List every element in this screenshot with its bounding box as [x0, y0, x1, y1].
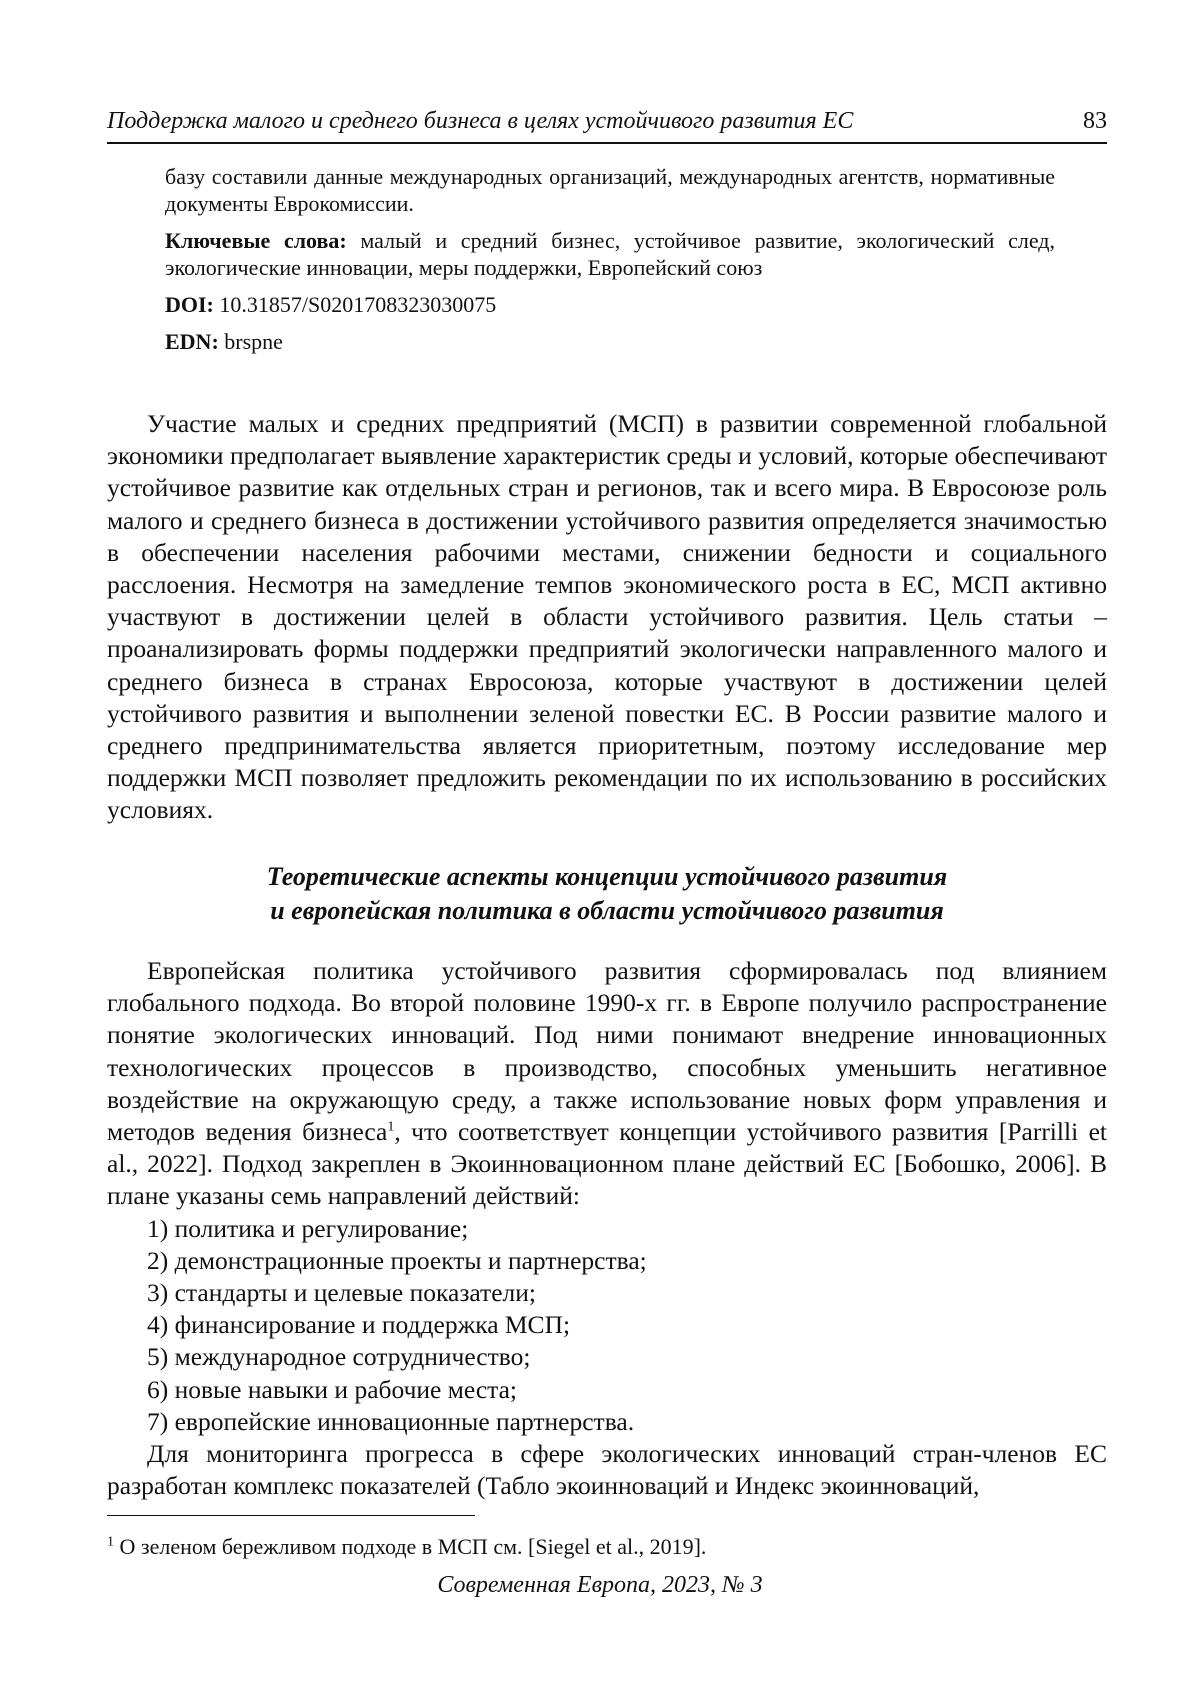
- theory-paragraph-part-1: Европейская политика устойчивого развития сформировалась под влиянием глобального подхода. Во второй половине 1990-х гг. в Европе получило распространение понятие экологических инноваций. Под ними понимают внедрение инновационных технологических процессов в производство, способных уменьшить негативное воздействие на окружающую среду, а также использование новых форм управления и методов ведения бизнеса: [107, 956, 1107, 1147]
- list-item: 4) финансирование и поддержка МСП;: [147, 1310, 571, 1340]
- monitoring-paragraph: Для мониторинга прогресса в сфере экологических инноваций стран-членов ЕС разработан комплекс показателей (Табло экоинноваций и Индекс экоинноваций,: [107, 1439, 1107, 1501]
- edn-label: EDN:: [165, 329, 219, 354]
- keywords-label: Ключевые слова:: [165, 228, 347, 253]
- footnote-divider: [107, 1515, 475, 1516]
- intro-section: [107, 408, 1107, 827]
- intro-paragraph: Участие малых и средних предприятий (МСП) в развитии современной глобальной экономики предполагает выявление характеристик среды и условий, которые обеспечивают устойчивое развитие как отдельных стран и регионов, так и всего мира. В Евросоюзе роль малого и среднего бизнеса в достижении устойчивого развития определяется значимостью в обеспечении населения рабочими местами, снижении бедности и социального расслоения. Несмотря на замедление темпов экономического роста в ЕС, МСП активно участвуют в достижении целей в области устойчивого развития. Цель статьи – проанализировать формы поддержки предприятий экологически направленного малого и среднего бизнеса в странах Евросоюза, которые участвуют в достижении целей устойчивого развития и выполнении зеленой повестки ЕС. В России развитие малого и среднего предпринимательства является приоритетным, поэтому исследование мер поддержки МСП позволяет предложить рекомендации по их использованию в российских условиях.: [107, 409, 1107, 825]
- doi-label: DOI:: [165, 292, 214, 317]
- action-list: [107, 1213, 1107, 1438]
- running-title: Поддержка малого и среднего бизнеса в целях устойчивого развития ЕС: [107, 108, 854, 134]
- list-item: 5) международное сотрудничество;: [147, 1342, 531, 1372]
- section-heading-line-2: и европейская политика в области устойчивого развития: [270, 896, 944, 925]
- edn: [165, 328, 1055, 355]
- theory-section: [107, 955, 1107, 1502]
- journal-footer: Современная Европа, 2023, № 3: [437, 1572, 763, 1598]
- section-heading-line-1: Теоретические аспекты концепции устойчивого развития: [266, 862, 948, 891]
- keywords-value: малый и средний бизнес, устойчивое развитие, экологический след, экологические инновации, меры поддержки, Европейский союз: [165, 228, 1056, 280]
- footnote-text: О зеленом бережливом подходе в МСП см. [Siegel et al., 2019].: [119, 1534, 707, 1559]
- theory-paragraph: [107, 955, 1107, 1213]
- list-item: 2) демонстрационные проекты и партнерства;: [147, 1245, 647, 1275]
- list-item: 1) политика и регулирование;: [147, 1213, 469, 1243]
- abstract-text: базу составили данные международных организаций, международных агентств, нормативные документы Еврокомиссии.: [165, 164, 1055, 216]
- page-number: 83: [1083, 108, 1107, 134]
- list-item: 7) европейские инновационные партнерства.: [147, 1406, 635, 1436]
- keywords: [165, 227, 1055, 281]
- edn-value: brspne: [224, 329, 283, 354]
- list-item: 6) новые навыки и рабочие места;: [147, 1374, 518, 1404]
- section-heading: [107, 860, 1107, 928]
- footnote-marker: 1: [107, 1534, 114, 1550]
- footnote: [107, 1533, 1107, 1560]
- theory-paragraph-part-2: , что соответствует концепции устойчивого развития [Parrilli et al., 2022]. Подход закреплен в Экоинновационном плане действий ЕС [Бобошко, 2006]. В плане указаны семь направлений действий:: [107, 1117, 1107, 1211]
- abstract-block: [165, 163, 1055, 365]
- running-head: [107, 106, 1107, 144]
- footnote-ref[interactable]: 1: [387, 1119, 395, 1135]
- list-item: 3) стандарты и целевые показатели;: [147, 1278, 536, 1308]
- doi: [165, 291, 1055, 318]
- doi-value: 10.31857/S0201708323030075: [219, 292, 497, 317]
